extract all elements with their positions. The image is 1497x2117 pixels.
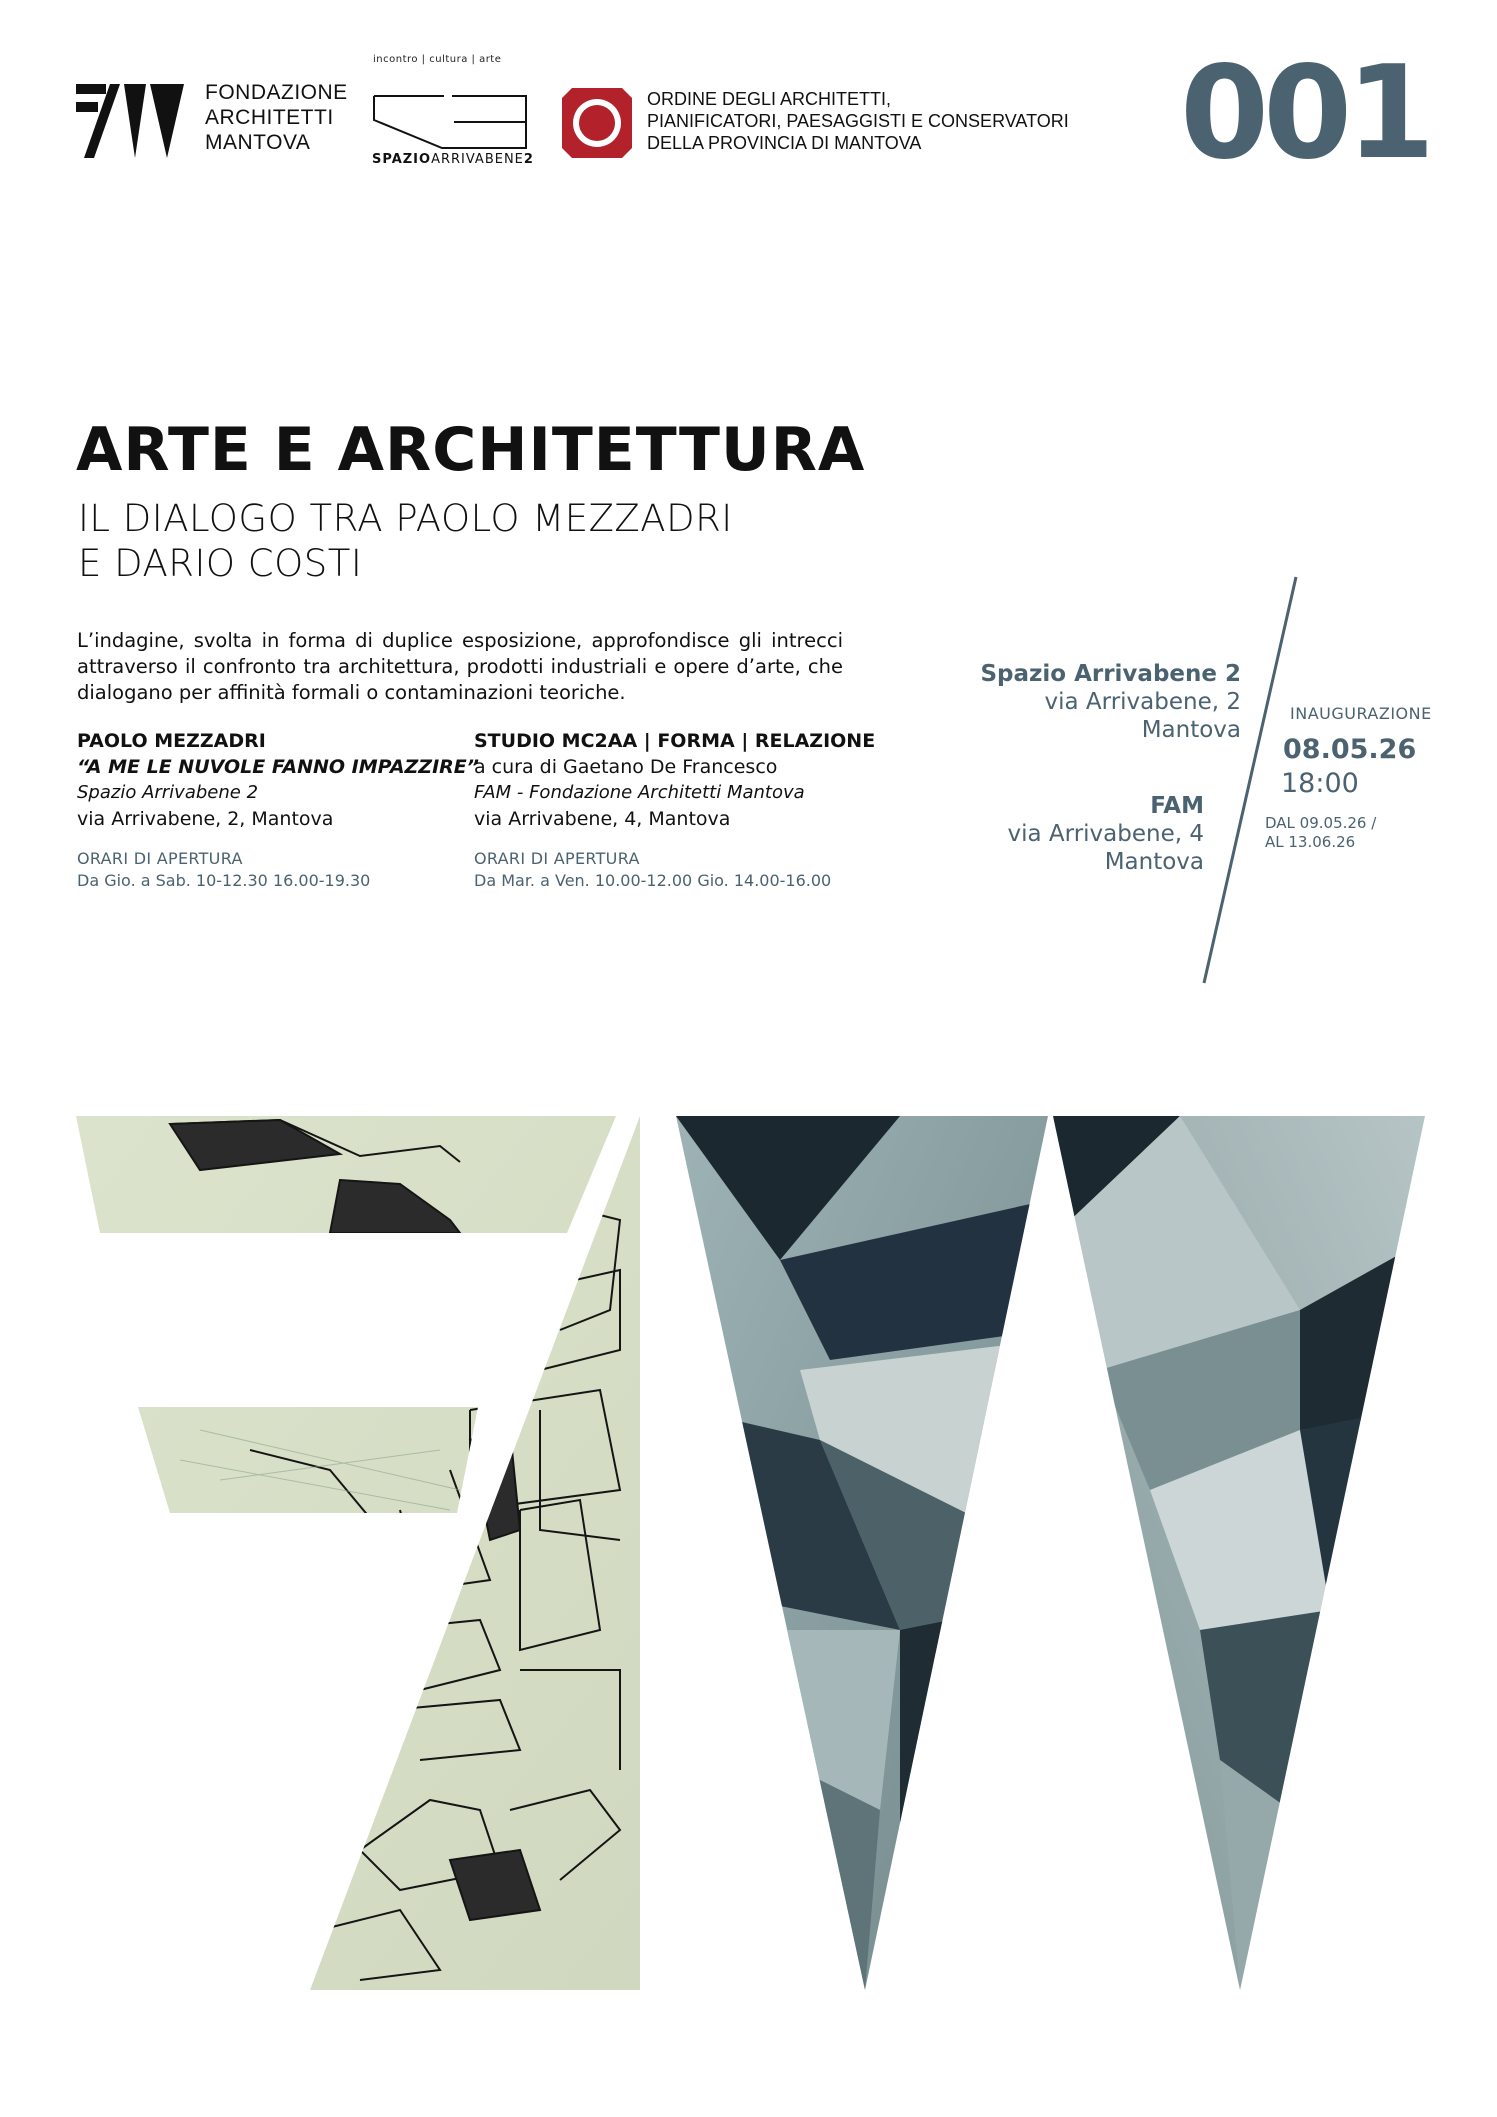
exhibit-mezzadri [77, 728, 479, 892]
opening-hours-label: ORARI DI APERTURA [474, 849, 640, 868]
subtitle: IL DIALOGO TRA PAOLO MEZZADRI E DARIO COSTI [78, 497, 733, 585]
exhibit-address: via Arrivabene, 4, Mantova [474, 808, 731, 830]
fam-logo-icon [76, 84, 186, 158]
spazio-tagline: incontro | cultura | arte [373, 54, 502, 65]
exhibition-dates: DAL 09.05.26 / AL 13.06.26 [1265, 814, 1377, 851]
venue-spazio-arrivabene: Spazio Arrivabene 2 via Arrivabene, 2 Mantova [980, 661, 1241, 743]
inauguration-date: 08.05.26 [1283, 734, 1417, 765]
ordine-logo-icon [562, 88, 632, 158]
exhibit-title: “A ME LE NUVOLE FANNO IMPAZZIRE” [77, 756, 479, 778]
inauguration-time: 18:00 [1281, 768, 1359, 799]
exhibit-curator: a cura di Gaetano De Francesco [474, 756, 778, 778]
fam-artwork-image [0, 1110, 1497, 2010]
exhibit-heading: STUDIO MC2AA | FORMA | RELAZIONE [474, 730, 876, 752]
exhibit-address: via Arrivabene, 2, Mantova [77, 808, 334, 830]
issue-number: 001 [1180, 39, 1430, 188]
spazio-arrivabene-logo-icon [372, 84, 528, 160]
exhibit-mc2aa [474, 728, 875, 892]
inauguration-label: INAUGURAZIONE [1290, 704, 1432, 723]
ordine-name: ORDINE DEGLI ARCHITETTI, PIANIFICATORI, PAESAGGISTI E CONSERVATORI DELLA PROVINCIA DI MANTOVA [647, 89, 1069, 153]
opening-hours-label: ORARI DI APERTURA [77, 849, 243, 868]
fam-name: FONDAZIONE ARCHITETTI MANTOVA [205, 81, 348, 154]
spazio-arrivabene-name: SPAZIOARRIVABENE2 [372, 152, 534, 167]
opening-hours: Da Gio. a Sab. 10-12.30 16.00-19.30 [77, 871, 371, 890]
exhibit-venue: Spazio Arrivabene 2 [77, 782, 259, 803]
intro-paragraph: L’indagine, svolta in forma di duplice esposizione, approfondisce gli intrecci attraverso il confronto tra architettura, prodotti industriali e opere d’arte, che dialogano per affinità formali o contaminazioni teoriche. [77, 629, 843, 704]
venue-fam: FAM via Arrivabene, 4 Mantova [1007, 793, 1204, 875]
exhibit-venue: FAM - Fondazione Architetti Mantova [474, 782, 805, 803]
page-title: ARTE E ARCHITETTURA [76, 415, 866, 485]
opening-hours: Da Mar. a Ven. 10.00-12.00 Gio. 14.00-16.00 [474, 871, 832, 890]
exhibit-heading: PAOLO MEZZADRI [77, 730, 266, 752]
